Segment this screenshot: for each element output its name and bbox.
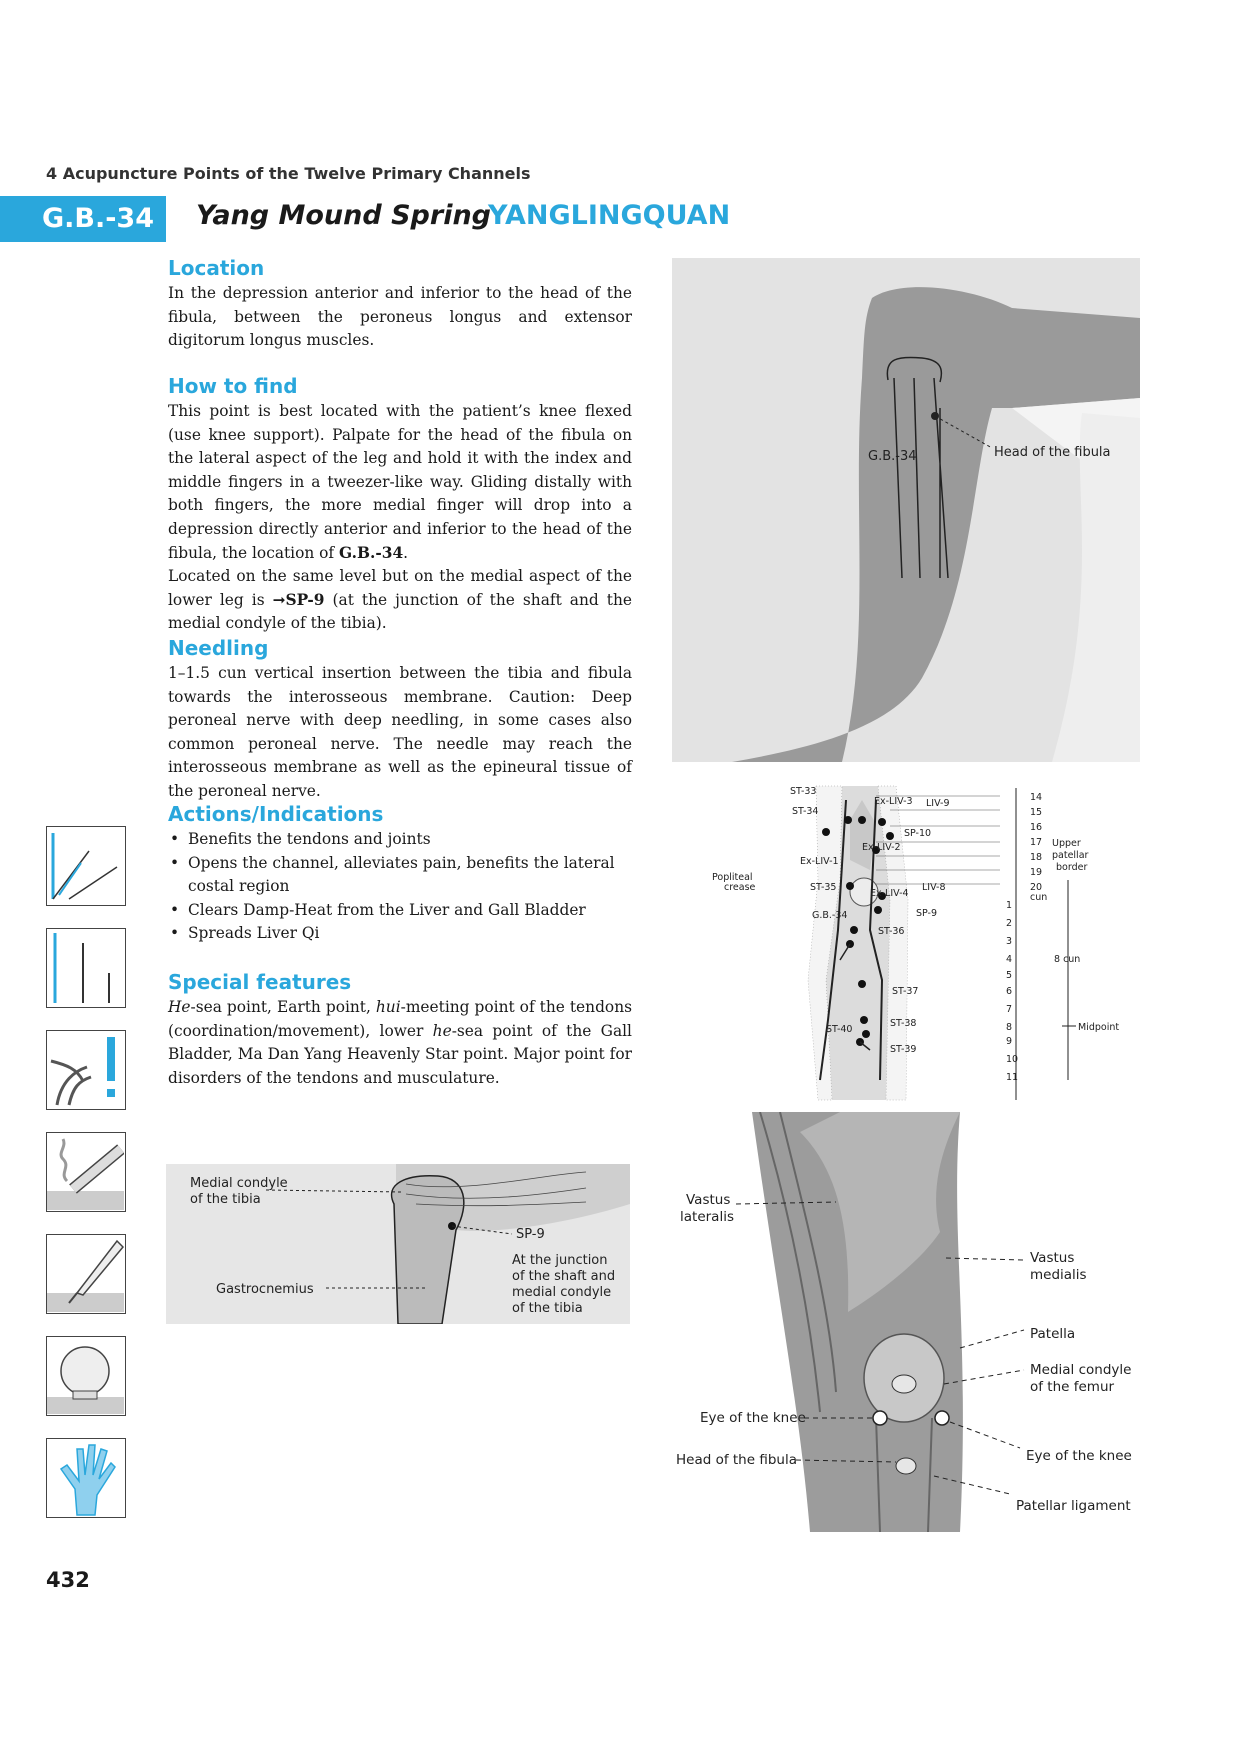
anatomy-patellar-ligament: Patellar ligament — [1016, 1498, 1131, 1514]
chart-label-exliv4: Ex-LIV-4 — [870, 888, 909, 899]
chart-label-liv9: LIV-9 — [926, 798, 950, 809]
photo-label-fibula: Head of the fibula — [994, 445, 1111, 460]
chart-label-exliv2: Ex-LIV-2 — [862, 842, 901, 853]
chart-label-st37: ST-37 — [892, 986, 919, 997]
anatomy-vastus-lateralis-1: Vastus — [686, 1192, 731, 1208]
special-features-heading: Special features — [168, 970, 352, 994]
needle-insertion-icon — [46, 1234, 126, 1314]
needling-text: 1–1.5 cun vertical insertion between the tibia and fibula towards the interosseous membrane. Caution: Deep peroneal nerve with deep needling, in some cases also common peroneal nerve. The needle may reach the interosseous membrane as well as the epineural tissue of the peroneal nerve. — [168, 664, 632, 800]
anatomy-medial-condyle-femur-2: of the femur — [1030, 1379, 1115, 1395]
scale-11: 11 — [1006, 1072, 1019, 1083]
point-location-chart — [700, 780, 1120, 1104]
location-heading: Location — [168, 256, 265, 280]
chart-label-st34: ST-34 — [792, 806, 819, 817]
list-item: • Clears Damp-Heat from the Liver and Gall Bladder — [168, 899, 638, 923]
scale-6: 6 — [1006, 986, 1013, 997]
sp9fig-medial-condyle-1: Medial condyle — [190, 1176, 288, 1191]
knee-anatomy-figure — [660, 1112, 1140, 1532]
scale-1: 1 — [1006, 900, 1013, 911]
sp9fig-label-sp9: SP-9 — [516, 1227, 545, 1242]
list-item: • Spreads Liver Qi — [168, 922, 638, 946]
chart-label-gb34: G.B.-34 — [812, 910, 848, 921]
scale-19: 19 — [1030, 867, 1043, 878]
knee-photo — [672, 258, 1140, 762]
list-item: • Opens the channel, alleviates pain, benefits the lateral costal region — [168, 852, 638, 899]
chart-label-liv8: LIV-8 — [922, 882, 946, 893]
chart-label-exliv3: Ex-LIV-3 — [874, 796, 913, 807]
scale-20: 20 — [1030, 882, 1043, 893]
upper-patellar-label-2: patellar — [1052, 850, 1089, 861]
chart-label-st40: ST-40 — [826, 1024, 853, 1035]
anatomy-medial-condyle-femur-1: Medial condyle — [1030, 1362, 1132, 1378]
how-to-find-heading: How to find — [168, 374, 298, 398]
anatomy-eye-of-knee-right: Eye of the knee — [1026, 1448, 1132, 1464]
sp9fig-gastrocnemius: Gastrocnemius — [216, 1282, 314, 1297]
scale-14: 14 — [1030, 792, 1043, 803]
caution-icon — [46, 1030, 126, 1110]
how-to-find-text: This point is best located with the patient’s knee flexed (use knee support). Palpate for the head of the fibula on the lateral aspect of the leg and hold it with the index and middle fingers in a tweezer-like way. Gliding distally with both fingers, the more medial finger will drop into a depression directly anterior and inferior to the head of the fibula, the location of G.B.-34. Located on the same level but on the medial aspect of the lower leg is ➞SP-9 (at the junction of the shaft and the medial condyle of the tibia). — [168, 402, 632, 633]
cupping-icon — [46, 1336, 126, 1416]
eight-cun-label: 8 cun — [1054, 954, 1081, 965]
chart-label-st39: ST-39 — [890, 1044, 917, 1055]
scale-7: 7 — [1006, 1004, 1013, 1015]
sp9fig-junction-4: of the tibia — [512, 1301, 583, 1316]
scale-9: 9 — [1006, 1036, 1013, 1047]
chart-label-st35: ST-35 — [810, 882, 837, 893]
chart-label-popliteal: Popliteal — [712, 872, 753, 883]
anatomy-vastus-medialis-2: medialis — [1030, 1267, 1087, 1283]
chart-label-st33: ST-33 — [790, 786, 817, 797]
photo-label-gb34: G.B.-34 — [868, 449, 917, 464]
needles-icon — [46, 826, 126, 906]
scale-15: 15 — [1030, 807, 1043, 818]
scale-10: 10 — [1006, 1054, 1019, 1065]
sp9fig-medial-condyle-2: of the tibia — [190, 1192, 261, 1207]
scale-8: 8 — [1006, 1022, 1013, 1033]
arrow-icon: ➞ — [272, 590, 286, 609]
point-title-english: Yang Mound Spring — [196, 200, 491, 231]
scale-4: 4 — [1006, 954, 1013, 965]
needling-heading: Needling — [168, 636, 269, 660]
scale-5: 5 — [1006, 970, 1013, 981]
anatomy-head-of-fibula: Head of the fibula — [676, 1452, 797, 1468]
sp9fig-junction-1: At the junction — [512, 1253, 608, 1268]
chapter-title: 4 Acupuncture Points of the Twelve Primary Channels — [46, 164, 531, 183]
hand-anatomy-icon — [46, 1438, 126, 1518]
page-number: 432 — [46, 1568, 90, 1592]
scale-2: 2 — [1006, 918, 1013, 929]
chart-label-st38: ST-38 — [890, 1018, 917, 1029]
point-code-badge: G.B.-34 — [0, 196, 166, 242]
actions-heading: Actions/Indications — [168, 802, 384, 826]
chart-label-exliv1: Ex-LIV-1 — [800, 856, 839, 867]
upper-patellar-label-3: border — [1056, 862, 1088, 873]
needle-lengths-icon — [46, 928, 126, 1008]
scale-18: 18 — [1030, 852, 1043, 863]
anatomy-eye-of-knee-left: Eye of the knee — [700, 1410, 806, 1426]
moxibustion-icon — [46, 1132, 126, 1212]
scale-cun: cun — [1030, 892, 1048, 903]
point-title-pinyin: YANGLINGQUAN — [488, 200, 731, 231]
chart-label-sp9: SP-9 — [916, 908, 938, 919]
scale-16: 16 — [1030, 822, 1043, 833]
sp9-figure — [166, 1164, 630, 1324]
chart-label-crease: crease — [724, 882, 756, 893]
sp9fig-junction-3: medial condyle — [512, 1285, 612, 1300]
upper-patellar-label-1: Upper — [1052, 838, 1081, 849]
anatomy-vastus-medialis-1: Vastus — [1030, 1250, 1075, 1266]
scale-3: 3 — [1006, 936, 1013, 947]
sp9fig-junction-2: of the shaft and — [512, 1269, 616, 1284]
actions-list — [168, 828, 638, 946]
list-item: • Benefits the tendons and joints — [168, 828, 638, 852]
anatomy-patella: Patella — [1030, 1326, 1076, 1342]
special-features-text: He-sea point, Earth point, hui-meeting point of the tendons (coordination/movement), lower he-sea point of the Gall Bladder, Ma Dan Yang Heavenly Star point. Major point for disorders of the tendons and musculature. — [168, 998, 632, 1087]
chart-label-st36: ST-36 — [878, 926, 905, 937]
chart-label-sp10: SP-10 — [904, 828, 932, 839]
location-text: In the depression anterior and inferior to the head of the fibula, between the peroneus longus and extensor digitorum longus muscles. — [168, 284, 632, 350]
scale-17: 17 — [1030, 837, 1043, 848]
midpoint-label: Midpoint — [1078, 1022, 1120, 1033]
anatomy-vastus-lateralis-2: lateralis — [680, 1209, 734, 1225]
